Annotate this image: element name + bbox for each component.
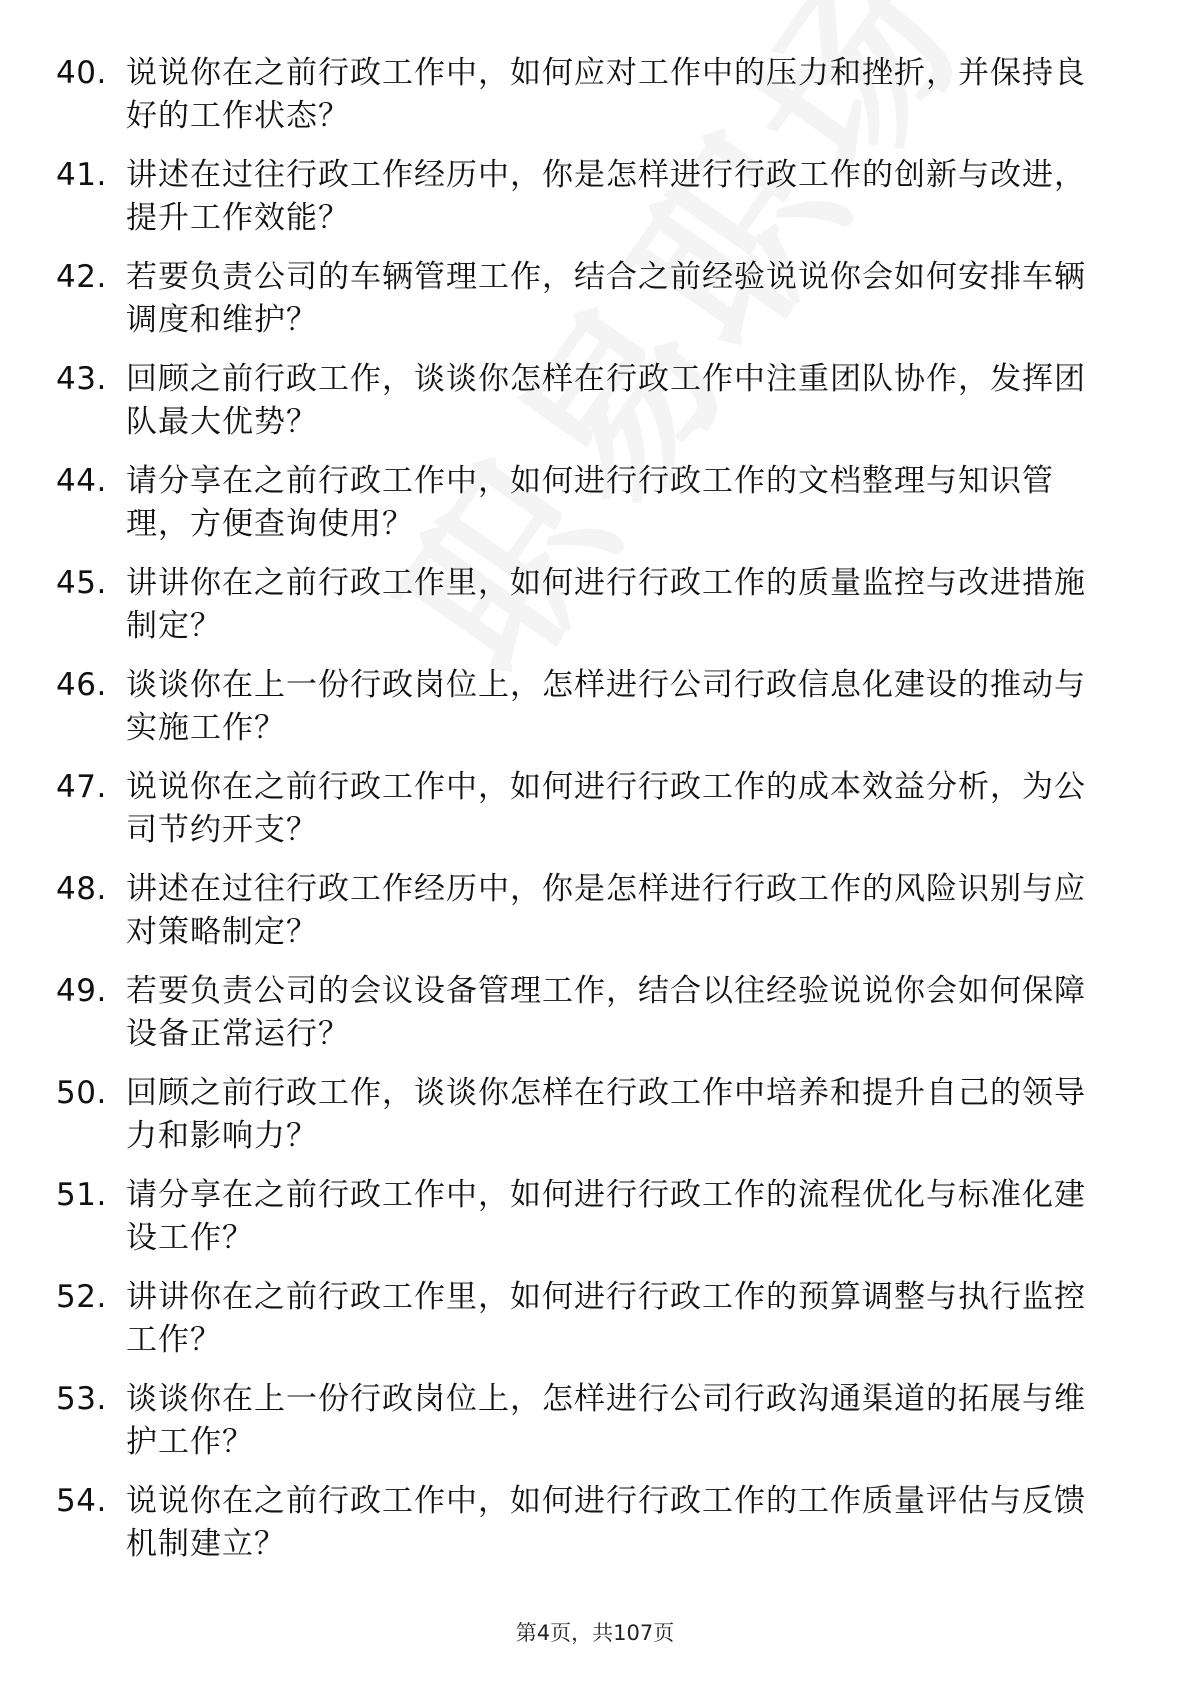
question-text: 谈谈你在上一份行政岗位上，怎样进行公司行政信息化建设的推动与实施工作？: [126, 667, 1086, 746]
question-number: 52.: [56, 1279, 107, 1315]
page-number-footer: 第4页，共107页: [515, 1621, 675, 1645]
list-item: [56, 1378, 1106, 1480]
question-text: 讲述在过往行政工作经历中，你是怎样进行行政工作的创新与改进，提升工作效能？: [126, 157, 1086, 236]
list-item: [56, 562, 1106, 664]
question-number: 41.: [56, 157, 107, 193]
question-text: 说说你在之前行政工作中，如何应对工作中的压力和挫折，并保持良好的工作状态？: [126, 55, 1086, 134]
question-number: 53.: [56, 1381, 107, 1417]
question-text: 若要负责公司的车辆管理工作，结合之前经验说说你会如何安排车辆调度和维护？: [126, 259, 1086, 338]
question-text: 请分享在之前行政工作中，如何进行行政工作的流程优化与标准化建设工作？: [126, 1177, 1086, 1256]
list-item: [56, 256, 1106, 358]
question-number: 54.: [56, 1483, 107, 1519]
question-text: 讲讲你在之前行政工作里，如何进行行政工作的预算调整与执行监控工作？: [126, 1279, 1086, 1358]
question-number: 49.: [56, 973, 107, 1009]
list-item: [56, 970, 1106, 1072]
question-number: 43.: [56, 361, 107, 397]
question-number: 42.: [56, 259, 107, 295]
list-item: [56, 664, 1106, 766]
question-text: 讲讲你在之前行政工作里，如何进行行政工作的质量监控与改进措施制定？: [126, 565, 1086, 644]
question-number: 46.: [56, 667, 107, 703]
question-text: 说说你在之前行政工作中，如何进行行政工作的工作质量评估与反馈机制建立？: [126, 1483, 1086, 1562]
question-number: 50.: [56, 1075, 107, 1111]
question-number: 48.: [56, 871, 107, 907]
list-item: [56, 1276, 1106, 1378]
question-text: 回顾之前行政工作，谈谈你怎样在行政工作中注重团队协作，发挥团队最大优势？: [126, 361, 1086, 440]
list-item: [56, 52, 1106, 154]
question-number: 44.: [56, 463, 107, 499]
list-item: [56, 154, 1106, 256]
list-item: [56, 868, 1106, 970]
list-item: [56, 460, 1106, 562]
list-item: [56, 1174, 1106, 1276]
list-item: [56, 766, 1106, 868]
question-number: 45.: [56, 565, 107, 601]
question-text: 请分享在之前行政工作中，如何进行行政工作的文档整理与知识管理，方便查询使用？: [126, 463, 1054, 542]
question-text: 讲述在过往行政工作经历中，你是怎样进行行政工作的风险识别与应对策略制定？: [126, 871, 1086, 950]
question-text: 回顾之前行政工作，谈谈你怎样在行政工作中培养和提升自己的领导力和影响力？: [126, 1075, 1086, 1154]
list-item: [56, 1072, 1106, 1174]
question-number: 51.: [56, 1177, 107, 1213]
list-item: [56, 1480, 1106, 1582]
question-text: 说说你在之前行政工作中，如何进行行政工作的成本效益分析，为公司节约开支？: [126, 769, 1086, 848]
question-number: 47.: [56, 769, 107, 805]
question-text: 若要负责公司的会议设备管理工作，结合以往经验说说你会如何保障设备正常运行？: [126, 973, 1086, 1052]
question-text: 谈谈你在上一份行政岗位上，怎样进行公司行政沟通渠道的拓展与维护工作？: [126, 1381, 1086, 1460]
list-item: [56, 358, 1106, 460]
question-list: [56, 52, 1106, 1582]
question-number: 40.: [56, 55, 107, 91]
